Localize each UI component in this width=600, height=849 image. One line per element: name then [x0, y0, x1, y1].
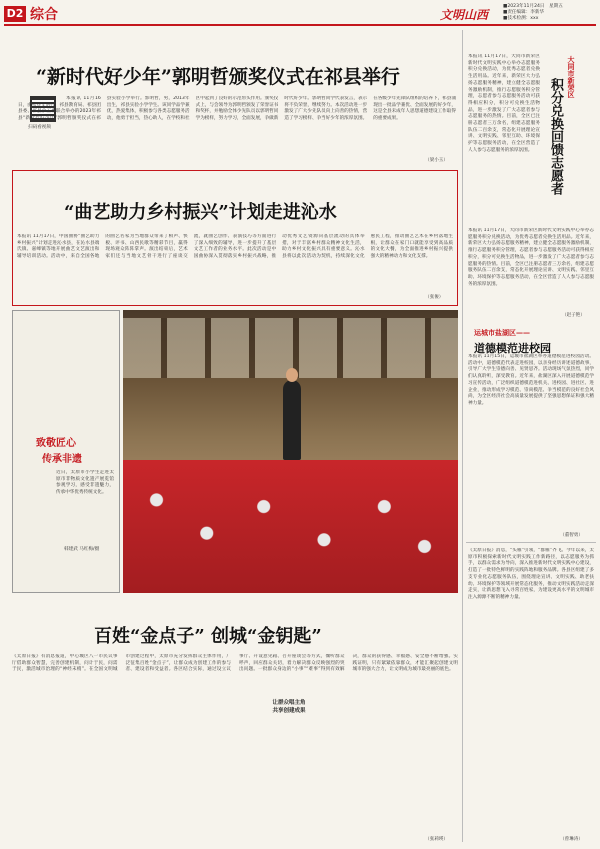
article3-subhead-line2: 共享创建成果	[272, 708, 306, 714]
sidebar2-author: （董智勇）	[560, 533, 583, 538]
sidebar1-title: 积分兑换回馈志愿者	[548, 78, 563, 195]
sidebar1-body: 本报讯 11月17日，大同市新荣区新时代文明实践中心举办志愿服务积分兑换活动，为优秀志愿者兑换生活用品。近年来，新荣区大力弘扬志愿服务精神，建立健全志愿服务激励机制，推行志愿服务积分管理，志愿者参与志愿服务活动可获得相应积分，积分可兑换生活物品，进一步激发了广大志愿者参与志愿服务的热情。目前，全区已注册志愿者三万余名，组建志愿服务队伍二百余支，常态化开展理论宣讲、文明实践、邻里互助、环境保护等志愿服务活动，在全区营造了人人参与志愿服务的浓厚氛围。	[468, 228, 594, 287]
photo-caption-body: 近日，太原市小学生走进太原市非物质文化遗产展览馆参观学习，感受非遗魅力，传承中华优秀传统文化。	[56, 470, 114, 496]
photo-credit: 韩建武 马红梅/摄	[64, 547, 100, 552]
article3-subhead	[246, 696, 332, 716]
brand-logo: 文明山西	[440, 8, 489, 22]
sidebar2-title: 道德模范进校园	[474, 342, 551, 355]
guide-figure	[283, 380, 301, 460]
photo-caption-title-1: 致敬匠心	[36, 438, 76, 449]
article1-author: （梁小玉）	[425, 158, 448, 163]
sidebar1-body-top: 本报讯 11月17日，大同市新荣区新时代文明实践中心举办志愿服务积分兑换活动，为优秀志愿者兑换生活用品。近年来，新荣区大力弘扬志愿服务精神，建立健全志愿服务激励机制，推行志愿服务积分管理，志愿者参与志愿服务活动可获得相应积分，积分可兑换生活物品，进一步激发了广大志愿者参与志愿服务的热情。目前，全区已注册志愿者三万余名，组建志愿服务队伍二百余支，常态化开展理论宣讲、文明实践、邻里互助、环境保护等志愿服务活动，在全区营造了人人参与志愿服务的浓厚氛围。	[468, 54, 540, 153]
editor-line: ■责任编辑：李新华	[503, 10, 545, 15]
article3-author: （张莉瑛）	[425, 837, 448, 842]
sidebar2-body: 本报讯 11月15日，运城市盐湖区举办道德模范进校园活动。活动中，道德模范代表走进校园，以亲身经历讲述道德故事，引导广大学生崇德向善、见贤思齐。活动现场气氛热烈，同学们认真聆听，深受教育。近年来，盐湖区深入开展道德模范学习宣传活动，广泛组织道德模范进机关、进校园、进社区、进企业，推动形成学习模范、崇尚模范、争当模范的良好社会风尚，为全区经济社会高质量发展提供了坚强思想保证和强大精神力量。	[468, 354, 594, 406]
sidebar2-kicker: 运城市盐湖区——	[474, 329, 530, 337]
sidebar1-author: （赵子艳）	[562, 313, 585, 318]
section-label: 综合	[30, 7, 58, 23]
issue-date: ■2023年11月24日 星期五	[503, 4, 563, 9]
students-crowd	[123, 460, 458, 593]
article1-body: 本报讯 11月16日，由祁县文明办、祁县教育局、祁县团县委、祁县少工委联合举办的2023年祁县“新时代好少年”郭明哲颁奖仪式在祁县实验小学举行。郭明哲，男，2013年出生，祁县实验小学学生。该同学品学兼优，热爱集体，积极参与各类志愿服务活动，他勇于担当，热心助人，在学校和社区中起到了良好的示范带头作用。颁奖仪式上，与会领导为郭明哲颁发了荣誉证书和奖杯，并勉励全体少先队员以郭明哲同学为榜样，努力学习，全面发展，争做新时代好少年。郭明哲同学代表发言，表示将不负荣誉，继续努力。本次活动进一步激发了广大少先队员向上向善的热情，营造了学习榜样、争当好少年的浓厚氛围。在各级少年先锋队组织的培养下，祁县涌现出一批品学兼优、全面发展的好少年，这是全县未成年人思想道德建设工作取得的重要成果。	[18, 96, 456, 122]
date-line	[503, 4, 563, 22]
tech-line: ■技术检测：xxx	[503, 16, 539, 21]
masthead-rule	[4, 24, 596, 26]
article2-body: 本报讯 11月17日，中国曲协“曲艺助力乡村振兴”计划走进沁水县，在沁水县端氏镇、嘉峰镇等地开展曲艺文艺演出和辅导培训活动。活动中，来自全国各地的曲艺名家为当地群众带来了相声、快板、评书、山西民歌等精彩节目，赢得现场观众阵阵掌声。演出结束后，艺术家们还与当地文艺骨干进行了座谈交流，就曲艺创作、表演技巧等方面进行了深入细致的辅导，进一步提升了基层文艺工作者的业务水平。此次活动是中国曲协深入贯彻落实乡村振兴战略，推动优秀文艺资源向基层流动的具体举措，对于丰富乡村群众精神文化生活，助力乡村文化振兴具有重要意义。沁水县将以此次活动为契机，持续深化文化惠民工程，推动曲艺艺术在乡村落地生根，让群众在家门口就能享受到高品质的文化大餐，为全面推进乡村振兴提供强大的精神动力和文化支撑。	[17, 234, 453, 260]
page-number: D2	[4, 6, 26, 22]
sidebar3-rule	[466, 542, 596, 543]
article2-title: “曲艺助力乡村振兴”计划走进沁水	[64, 202, 337, 223]
sidebar3-body: 《太原日报》消息，“头雁”引领，“群雁”齐飞。今年以来，太原市积极探索新时代文明实践工作新路径，以志愿服务为抓手，以群众需求为导向，深入推进新时代文明实践中心建设，打造了一批特色鲜明的实践阵地和服务品牌。各县区组建了多支专业化志愿服务队伍，围绕理论宣讲、文明实践、助老扶幼、环境保护等领域开展常态化服务，推动文明实践活动走深走实，让新思想飞入寻常百姓家，为建设更高水平的文明城市注入源源不断的精神力量。	[468, 548, 594, 600]
sidebar3-author: （曾琳涛）	[560, 837, 583, 842]
article3-subhead-line1: 让群众唱主角	[272, 700, 306, 706]
column-divider	[462, 30, 463, 842]
article3-title: 百姓“金点子” 创城“金钥匙”	[94, 626, 322, 647]
guide-head	[286, 368, 298, 382]
sidebar1-kicker: 大同市新荣区	[567, 56, 576, 98]
article3-body: 《太原日报》有消息报道，中心城区八一市民议事厅借助群众智慧，完善创建机制，问计于民，问需于民，激活城市治理的“神经末梢”。在全国文明城市创建过程中，太原市充分发挥群众主体作用，广泛征集百姓“金点子”，让群众成为创建工作的参与者、建设者和受益者。各区结合实际，通过设立议事厅、开设意见箱、召开座谈会等方式，倾听群众呼声，回应群众关切，着力解决群众反映强烈的突出问题。一批群众身边的“小事”“难事”得到有效解决，群众的获得感、幸福感、安全感不断增强。实践证明，只有紧紧依靠群众，才能汇聚起创建文明城市的强大合力，让文明成为城市最亮丽的底色。	[12, 654, 458, 673]
qr-caption: 扫码看视频	[28, 125, 51, 130]
photo-caption-title-2: 传承非遗	[42, 454, 82, 465]
article2-author: （张俊）	[425, 295, 444, 300]
photo-exhibit	[123, 310, 458, 593]
article1-title: “新时代好少年”郭明哲颁奖仪式在祁县举行	[36, 66, 400, 88]
